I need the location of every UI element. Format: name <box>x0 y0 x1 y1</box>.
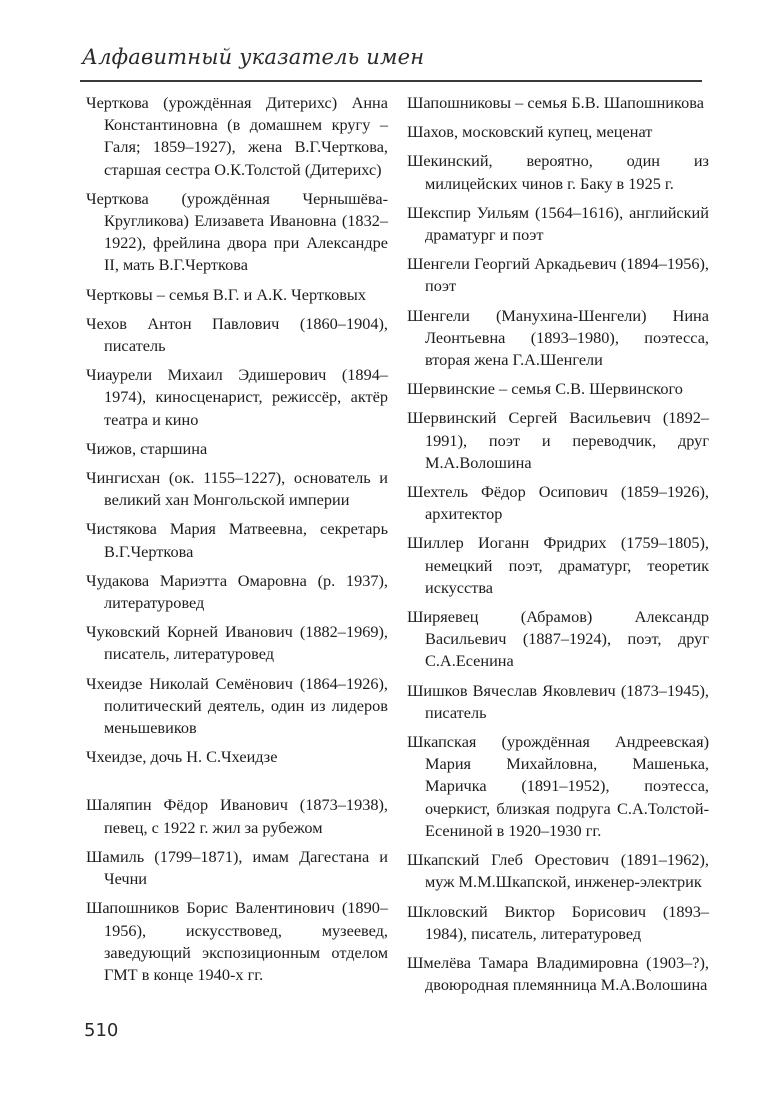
index-entry: Шапошниковы – семья Б.В. Шапошникова <box>407 93 704 112</box>
index-entry: Шишков Вячеслав Яковлевич (1873–1945), писатель <box>407 680 709 722</box>
index-entry: Шервинский Сергей Васильевич (1892–1991), поэт и переводчик, друг М.А.Волошина <box>407 408 709 472</box>
index-entry: Шамиль (1799–1871), имам Дагестана и Чечни <box>86 846 388 889</box>
index-entry: Чистякова Мария Матвеевна, секретарь В.Г.Черткова <box>86 519 388 561</box>
index-entry: Ширяевец (Абрамов) Александр Васильевич (1887–1924), поэт, друг С.А.Есенина <box>407 607 709 671</box>
index-entry: Черткова (урождённая Чернышёва-Кругликова) Елизавета Ивановна (1832–1922), фрейлина двора при Александре II, мать В.Г.Черткова <box>86 188 388 275</box>
index-entry: Шекспир Уильям (1564–1616), английский драматург и поэт <box>407 202 709 245</box>
index-entry: Чехов Антон Павлович (1860–1904), писатель <box>86 313 388 356</box>
running-header <box>80 44 700 82</box>
index-entry: Шкловский Виктор Борисович (1893–1984), писатель, литературовед <box>407 901 709 943</box>
index-entry: Шекинский, вероятно, один из милицейских чинов г. Баку в 1925 г. <box>407 151 709 193</box>
index-entry: Чижов, старшина <box>86 438 208 458</box>
index-entry: Шаляпин Фёдор Иванович (1873–1938), певец, с 1922 г. жил за рубежом <box>86 795 388 837</box>
index-column-right <box>407 92 709 1003</box>
index-entry: Чиаурели Михаил Эдишерович (1894–1974), киносценарист, режиссёр, актёр театра и кино <box>86 365 388 429</box>
index-entry: Шервинские – семья С.В. Шервинского <box>407 379 683 399</box>
page-number: 510 <box>84 1020 119 1041</box>
index-entry: Шмелёва Тамара Владимировна (1903–?), двоюродная племянница М.А.Волошина <box>407 952 709 995</box>
index-entry: Шкапский Глеб Орестович (1891–1962), муж М.М.Шкапской, инженер-электрик <box>407 850 709 892</box>
index-entry: Чудакова Мариэтта Омаровна (р. 1937), литературовед <box>86 570 388 613</box>
index-entry: Чингисхан (ок. 1155–1227), основатель и великий хан Монгольской империи <box>86 468 388 510</box>
index-entry: Чхеидзе Николай Семёнович (1864–1926), политический деятель, один из лидеров меньшевиков <box>86 673 388 738</box>
index-entry: Шапошников Борис Валентинович (1890–1956), искусствовед, музеевед, заведующий экспозиционным отделом ГМТ в конце 1940-х гг. <box>86 898 388 984</box>
running-head-title: Алфавитный указатель имен <box>82 45 425 69</box>
index-entry: Шенгели Георгий Аркадьевич (1894–1956), поэт <box>407 254 709 296</box>
index-entry: Чхеидзе, дочь Н. С.Чхеидзе <box>86 747 278 767</box>
header-rule <box>80 80 702 82</box>
index-column-left <box>86 92 388 993</box>
index-entry: Чуковский Корней Иванович (1882–1969), писатель, литературовед <box>86 622 388 664</box>
index-entry: Чертковы – семья В.Г. и А.К. Чертковых <box>86 284 367 304</box>
index-entry: Шахов, московский купец, меценат <box>407 122 653 142</box>
index-entry: Черткова (урождённая Дитерихс) Анна Константиновна (в домашнем кругу – Галя; 1859–1927), жена В.Г.Черткова, старшая сестра О.К.Толстой (Дитерихс) <box>86 93 388 179</box>
index-entry: Шиллер Иоганн Фридрих (1759–1805), немецкий поэт, драматург, теоретик искусства <box>407 533 709 597</box>
index-entry: Шехтель Фёдор Осипович (1859–1926), архитектор <box>407 482 709 524</box>
index-entry: Шенгели (Манухина-Шенгели) Нина Леонтьевна (1893–1980), поэтесса, вторая жена Г.А.Шенгели <box>407 305 709 370</box>
index-entry: Шкапская (урождённая Андреевская) Мария Михайловна, Машенька, Маричка (1891–1952), поэтесса, очеркист, близкая подруга С.А.Толстой-Есениной в 1920–1930 гг. <box>407 732 709 840</box>
